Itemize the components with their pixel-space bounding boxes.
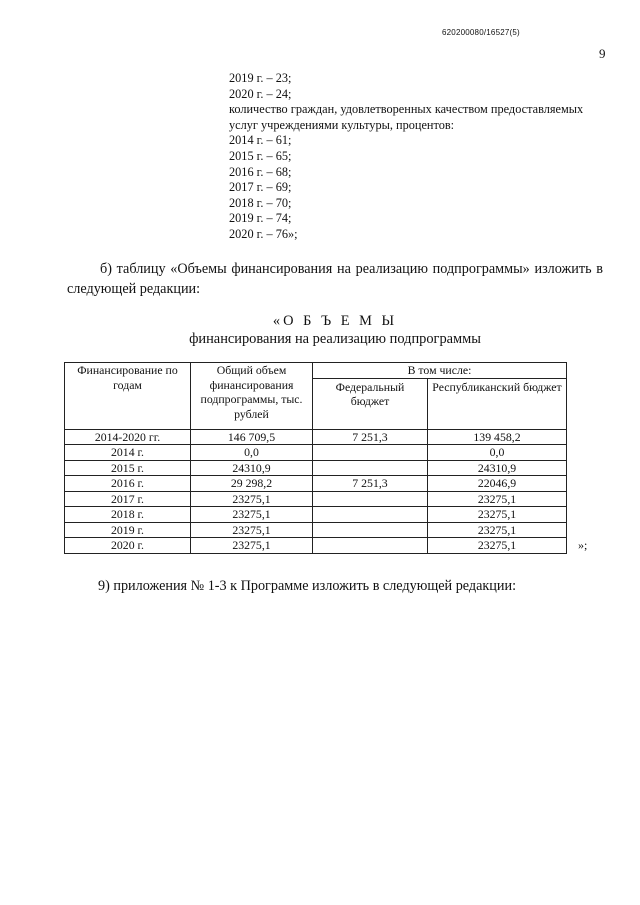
table-closing-quote: »; <box>578 538 588 552</box>
list-item: 2020 г. – 24; <box>229 86 292 101</box>
table-row <box>65 491 567 507</box>
list-item: 2018 г. – 70; <box>229 195 292 210</box>
cell-federal: 7 251,3 <box>313 476 428 492</box>
header-group: В том числе: <box>313 363 567 379</box>
table-title-sub: финансирования на реализацию подпрограммы <box>189 331 481 347</box>
cell-federal: 7 251,3 <box>313 429 428 445</box>
cell-total: 23275,1 <box>191 507 313 523</box>
cell-total: 23275,1 <box>191 491 313 507</box>
list-item: 2017 г. – 69; <box>229 180 292 195</box>
header-federal: Федеральный бюджет <box>313 378 428 429</box>
cell-republican: 23275,1 <box>428 491 567 507</box>
cell-total: 0,0 <box>191 445 313 461</box>
table-row <box>65 538 567 554</box>
cell-republican: 22046,9 <box>428 476 567 492</box>
table-row <box>65 429 567 445</box>
list-item: количество граждан, удовлетворенных качеством предоставляемых <box>229 102 584 117</box>
cell-federal <box>313 445 428 461</box>
page-number: 9 <box>599 46 606 61</box>
table-row <box>65 507 567 523</box>
table-title-main: «О Б Ъ Е М Ы <box>272 313 398 329</box>
cell-federal <box>313 491 428 507</box>
cell-federal <box>313 522 428 538</box>
table-row <box>65 476 567 492</box>
cell-year: 2017 г. <box>65 491 191 507</box>
cell-republican: 23275,1 <box>428 538 567 554</box>
paragraph-b: б) таблицу «Объемы финансирования на реализацию подпрограммы» изложить в следующей редакции: <box>67 261 603 297</box>
list-item: 2019 г. – 74; <box>229 211 292 226</box>
cell-year: 2014 г. <box>65 445 191 461</box>
financing-table <box>64 362 567 554</box>
cell-year: 2020 г. <box>65 538 191 554</box>
cell-year: 2019 г. <box>65 522 191 538</box>
table-title <box>67 312 603 348</box>
cell-total: 23275,1 <box>191 538 313 554</box>
list-item: 2016 г. – 68; <box>229 164 292 179</box>
cell-year: 2016 г. <box>65 476 191 492</box>
cell-total: 29 298,2 <box>191 476 313 492</box>
cell-year: 2014-2020 гг. <box>65 429 191 445</box>
list-item: услуг учреждениями культуры, процентов: <box>229 117 455 132</box>
cell-federal <box>313 460 428 476</box>
cell-year: 2015 г. <box>65 460 191 476</box>
table-row <box>65 445 567 461</box>
indicator-list <box>229 71 583 243</box>
cell-republican: 23275,1 <box>428 522 567 538</box>
cell-federal <box>313 538 428 554</box>
cell-republican: 139 458,2 <box>428 429 567 445</box>
list-item: 2019 г. – 23; <box>229 71 292 85</box>
table-row <box>65 522 567 538</box>
header-republican: Республиканский бюджет <box>428 378 567 429</box>
cell-total: 23275,1 <box>191 522 313 538</box>
list-item: 2015 г. – 65; <box>229 148 292 163</box>
table-row <box>65 460 567 476</box>
cell-year: 2018 г. <box>65 507 191 523</box>
cell-republican: 24310,9 <box>428 460 567 476</box>
paragraph-9: 9) приложения № 1-3 к Программе изложить в следующей редакции: <box>98 578 517 594</box>
list-item: 2020 г. – 76»; <box>229 226 298 241</box>
cell-total: 24310,9 <box>191 460 313 476</box>
document-code: 620200080/16527(5) <box>442 28 520 37</box>
cell-federal <box>313 507 428 523</box>
header-total: Общий объем финансирования подпрограммы, тыс. рублей <box>191 363 313 430</box>
list-item: 2014 г. – 61; <box>229 133 292 148</box>
cell-total: 146 709,5 <box>191 429 313 445</box>
header-years: Финансирование по годам <box>65 363 191 430</box>
cell-republican: 23275,1 <box>428 507 567 523</box>
cell-republican: 0,0 <box>428 445 567 461</box>
